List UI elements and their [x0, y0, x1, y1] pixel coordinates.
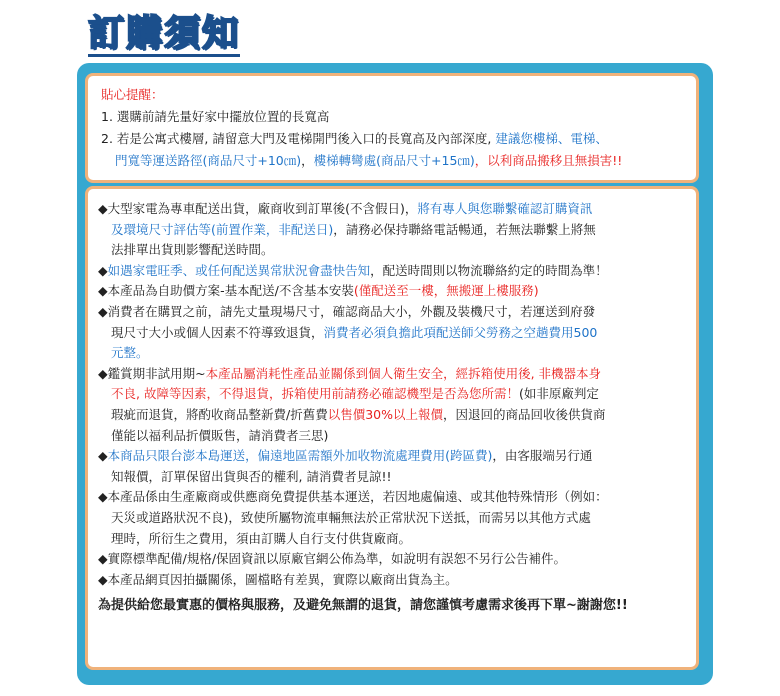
text-warning: 不良, 故障等因素，不得退貨，拆箱使用前請務必確認機型是否為您所需！: [111, 386, 519, 402]
text: ◆本產品為自助價方案-基本配送/不含基本安裝: [98, 283, 354, 299]
item-text-highlight: 樓梯轉彎處(商品尺寸+15㎝): [313, 153, 475, 168]
text: 理時，所衍生之費用，須由訂購人自行支付供貨廠商。: [111, 530, 412, 546]
text: ◆實際標準配備/規格/保固資訊以原廠官網公佈為準，如說明有誤恕不另行公告補件。: [98, 551, 567, 567]
text: (如非原廠判定: [518, 386, 599, 402]
notice-remote-area: [98, 487, 686, 549]
item-number: 2.: [101, 131, 117, 146]
text-highlight: 將有專人與您聯繫確認訂購資訊: [417, 201, 593, 216]
item-text: 若是公寓式樓層, 請留意大門及電梯開門後入口的長寬高及內部深度,: [116, 131, 496, 146]
text: ◆: [98, 448, 108, 464]
item-text-highlight: 建議您樓梯、電梯、: [495, 131, 608, 146]
text: 現尺寸大小或個人因素不符導致退貨，: [111, 324, 324, 340]
item-text: 選購前請先量好家中擺放位置的長寬高: [116, 109, 330, 124]
notice-region: [98, 446, 686, 487]
title-underline: [88, 54, 240, 57]
text: 法排單出貨則影響配送時間。: [111, 242, 274, 258]
item-text: ，: [301, 153, 314, 168]
text: ，由客服端另行通: [492, 448, 593, 464]
notice-delivery: [98, 199, 686, 261]
text: ◆大型家電為專車配送出貨，廠商收到訂單後(不含假日)，: [98, 201, 418, 216]
text: ，請務必保持聯絡電話暢通，若無法聯繫上將無: [333, 221, 596, 237]
text: 知報價，訂單保留出貨與否的權利, 請消費者見諒!!: [111, 468, 392, 484]
item-number: 1.: [101, 109, 117, 124]
notice-spec: [98, 549, 686, 570]
text-highlight: 消費者必須負擔此項配送師父勞務之空趟費用500: [323, 324, 598, 340]
text: ◆消費者在購買之前，請先丈量現場尺寸，確認商品大小，外觀及裝機尺寸，若運送到府發: [98, 303, 596, 319]
notice-measure: [98, 302, 686, 364]
text: ，配送時間則以物流聯絡約定的時間為準！: [370, 262, 608, 278]
notice-photo: [98, 570, 686, 591]
text: ，因退回的商品回收後供貨商: [443, 406, 606, 422]
text-warning: 以售價30%以上報價: [327, 406, 444, 422]
text-highlight: 元整。: [111, 345, 149, 361]
reminder-item-1: [101, 106, 688, 128]
reminder-item-2: [101, 128, 688, 150]
text-highlight: 本商品只限台澎本島運送，偏遠地區需額外加收物流處理費用(跨區費): [107, 448, 493, 464]
text-highlight: 及環境尺寸評估等(前置作業，非配送日): [111, 221, 334, 237]
text-highlight: 如遇家電旺季、或任何配送異常狀況會盡快告知: [107, 262, 371, 278]
text: ◆鑑賞期非試用期~: [98, 365, 206, 381]
text: 瑕疵而退貨，將酌收商品整新費/折舊費: [111, 406, 328, 422]
text: ◆本產品網頁因拍攝關係，圖檔略有差異，實際以廠商出貨為主。: [98, 571, 458, 587]
text-warning: (僅配送至一樓，無搬運上樓服務): [353, 283, 539, 299]
notice-self-service: [98, 281, 686, 302]
text: 天災或道路狀況不良)，致使所屬物流車輛無法於正常狀況下送抵，而需另以其他方式處: [111, 509, 591, 525]
notice-box: [85, 186, 699, 670]
reminder-item-2-cont: [101, 150, 688, 172]
item-text-warning: ，以利商品搬移且無損害!!: [474, 153, 623, 168]
closing-statement: 為提供給您最實惠的價格與服務，及避免無謂的退貨，請您謹慎考慮需求後再下單~謝謝您!!: [98, 598, 628, 614]
notice-peak-season: [98, 261, 686, 282]
text: ◆: [98, 262, 108, 278]
text: ◆本產品係由生產廠商或供應商免費提供基本運送，若因地處偏遠、或其他特殊情形（例如：: [98, 489, 608, 505]
item-text-highlight: 門寬等運送路徑(商品尺寸+10㎝): [115, 153, 302, 168]
text-warning: 本產品屬消耗性產品並關係到個人衛生安全，經拆箱使用後, 非機器本身: [205, 365, 602, 381]
reminder-heading: 貼心提醒：: [101, 87, 164, 102]
reminder-box: [85, 73, 699, 183]
notice-frame: [77, 63, 713, 685]
text: 僅能以福利品折價販售，請消費者三思): [111, 427, 329, 443]
page-title: 訂購須知: [88, 13, 241, 54]
notice-trial-period: [98, 364, 686, 446]
